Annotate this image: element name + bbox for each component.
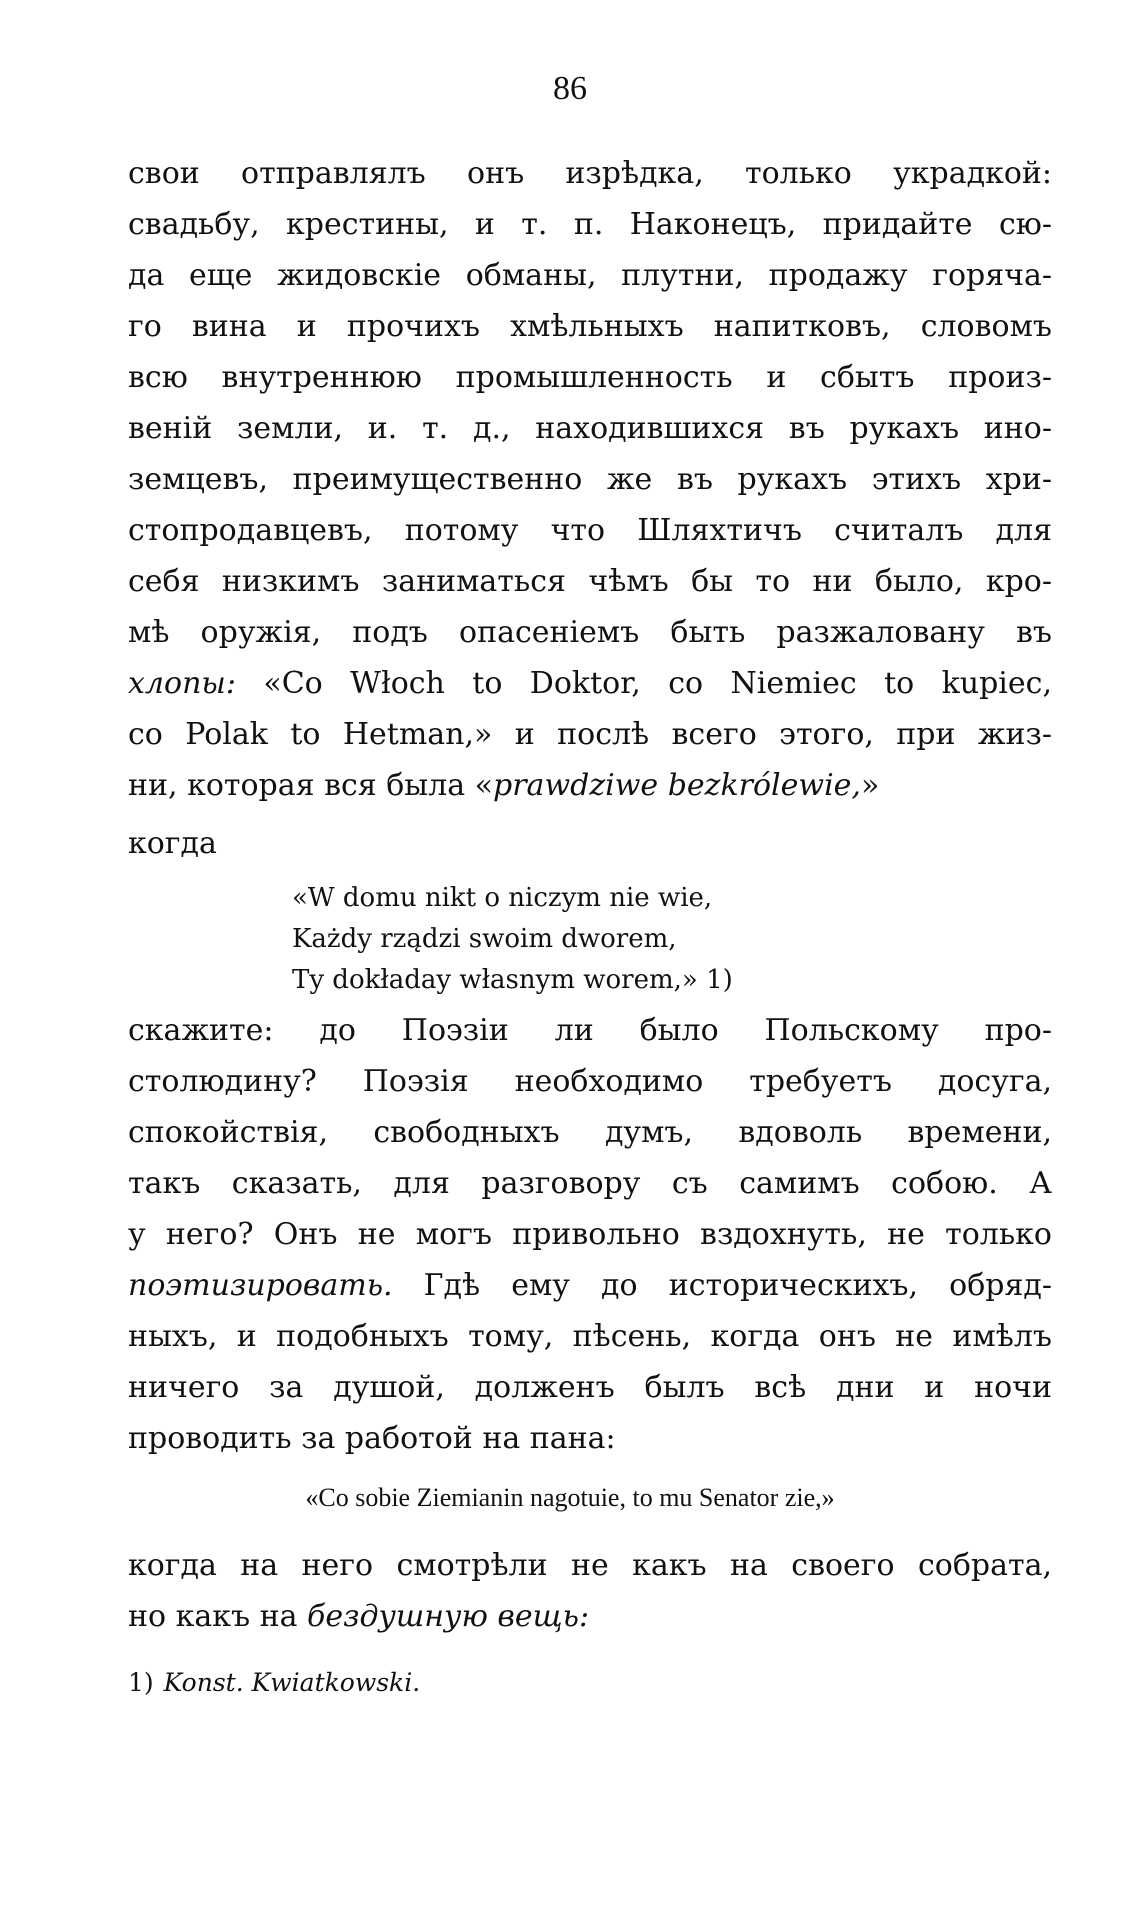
paragraph-1 <box>128 148 1052 811</box>
italic-phrase: бездушную вещь: <box>307 1599 590 1634</box>
verse-quote <box>292 878 992 1001</box>
text-line: такъ сказать, для разговору съ самимъ собою. А <box>128 1166 1052 1201</box>
text-line: всю внутреннюю промышленность и сбытъ произ- <box>128 360 1052 395</box>
text-line: стопродавцевъ, потому что Шляхтичъ считалъ для <box>128 513 1052 548</box>
text-line: спокойствія, свободныхъ думъ, вдоволь времени, <box>128 1115 1052 1150</box>
proverb-quote: «Co sobie Ziemianin nagotuie, to mu Senator zie,» <box>305 1483 835 1512</box>
text-line: себя низкимъ заниматься чѣмъ бы то ни было, кро- <box>128 564 1052 599</box>
verse-line: Każdy rządzi swoim dworem, <box>292 924 677 954</box>
text-line: скажите: до Поэзіи ли было Польскому про- <box>128 1013 1052 1048</box>
text-line: да еще жидовскіе обманы, плутни, продажу горяча- <box>128 258 1052 293</box>
text-span: ни, которая вся была « <box>128 768 494 803</box>
text-line: когда <box>128 826 217 861</box>
page-number: 86 <box>553 70 587 107</box>
text-line: земцевъ, преимущественно же въ рукахъ этихъ хри- <box>128 462 1052 497</box>
footnote-author: Konst. Kwiatkowski. <box>163 1668 421 1697</box>
verse-line: Ty dokładay własnym worem,» 1) <box>292 965 733 995</box>
text-line <box>128 658 1052 709</box>
text-line: столюдину? Поэзія необходимо требуетъ досуга, <box>128 1064 1052 1099</box>
footnote <box>128 1665 420 1701</box>
italic-word: поэтизировать. <box>128 1268 393 1303</box>
text-line: мѣ оружія, подъ опасеніемъ быть разжаловану въ <box>128 615 1052 650</box>
text-line: свадьбу, крестины, и т. п. Наконецъ, придайте сю- <box>128 207 1052 242</box>
paragraph-3 <box>128 1540 1052 1642</box>
text-span: Гдѣ ему до историческихъ, обряд- <box>392 1268 1052 1303</box>
text-line: ничего за душой, долженъ былъ всѣ дни и ночи <box>128 1370 1052 1405</box>
verse-line: «W domu nikt o niczym nie wie, <box>292 883 713 913</box>
text-line: проводить за работой на пана: <box>128 1421 616 1456</box>
text-line: ныхъ, и подобныхъ тому, пѣсень, когда онъ не имѣлъ <box>128 1319 1052 1354</box>
text-line: у него? Онъ не могъ привольно вздохнуть, не только <box>128 1217 1052 1252</box>
text-span: » <box>860 768 880 803</box>
text-line: co Polak to Hetman,» и послѣ всего этого, при жиз- <box>128 717 1052 752</box>
text-line: свои отправлялъ онъ изрѣдка, только украдкой: <box>128 156 1052 191</box>
italic-phrase: prawdziwe bezkrólewie, <box>493 768 861 803</box>
when-line <box>128 818 1052 869</box>
text-span: «Co Włoch to Doktor, co Niemiec to kupiec, <box>235 666 1052 701</box>
text-line <box>128 760 1052 811</box>
text-line: го вина и прочихъ хмѣльныхъ напитковъ, словомъ <box>128 309 1052 344</box>
text-line <box>128 1260 1052 1311</box>
text-line <box>128 1591 1052 1642</box>
paragraph-2 <box>128 1005 1052 1464</box>
footnote-marker: 1) <box>128 1668 154 1697</box>
text-line: веній земли, и. т. д., находившихся въ рукахъ ино- <box>128 411 1052 446</box>
italic-word: хлопы: <box>128 666 236 701</box>
text-line: когда на него смотрѣли не какъ на своего собрата, <box>128 1548 1052 1583</box>
text-span: но какъ на <box>128 1599 308 1634</box>
